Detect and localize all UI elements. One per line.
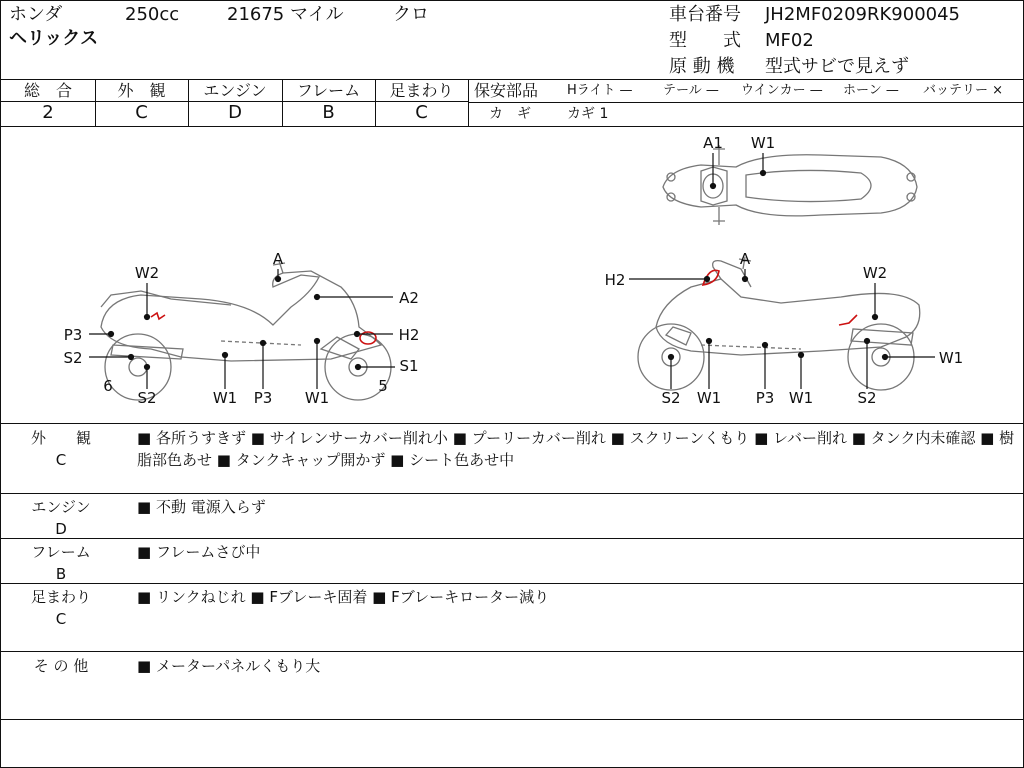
comment-frame: ■ フレームさび中 (137, 543, 261, 561)
safety-item-tail: テール — (663, 83, 719, 98)
comment-other: ■ メーターパネルくもり大 (137, 657, 321, 675)
label-left-p3-b: P3 (253, 389, 273, 407)
label-right-a: A (739, 250, 751, 268)
label-left-w1-a: W1 (212, 389, 238, 407)
label-left-a: A (272, 250, 284, 268)
comment-suspension: ■ リンクねじれ ■ Fブレーキ固着 ■ Fブレーキローター減り (137, 588, 550, 606)
comment-cat-other: そ の 他 (33, 657, 89, 675)
comment-cat-suspension: 足まわり C (30, 588, 91, 628)
safety-item-battery: バッテリー × (923, 83, 1004, 98)
mileage: 21675 マイル (227, 4, 344, 25)
grade-exterior-value: C (135, 102, 148, 123)
top-view-bike (663, 145, 917, 225)
type-value: MF02 (765, 30, 814, 51)
label-left-s2: S2 (137, 389, 157, 407)
label-right-s2-b: S2 (857, 389, 877, 407)
damage-marks (151, 270, 857, 344)
grade-exterior-label: 外 観 (117, 81, 166, 100)
label-left-5: 5 (378, 377, 388, 395)
grade-frame-value: B (322, 102, 335, 123)
comment-cat-frame: フレーム B (31, 543, 91, 583)
label-left-a2: A2 (399, 289, 419, 307)
safety-item-winker: ウインカー — (741, 83, 823, 98)
label-left-s1: S1 (399, 357, 419, 375)
engine-label: 原 動 機 (669, 56, 735, 77)
label-left-6: 6 (103, 377, 113, 395)
model-name: ヘリックス (9, 28, 99, 49)
key-label: カ ギ (489, 106, 531, 122)
grade-suspension-label: 足まわり (389, 81, 454, 100)
damage-diagram (1, 127, 1023, 423)
label-left-h2: H2 (398, 326, 420, 344)
maker: ホンダ (9, 4, 63, 25)
label-right-s2-a: S2 (661, 389, 681, 407)
grade-overall-label: 総 合 (23, 81, 72, 100)
label-left-w1-b: W1 (304, 389, 330, 407)
comment-cat-exterior: 外 観 C (30, 429, 91, 469)
frame-number-label: 車台番号 (669, 4, 741, 25)
grade-suspension-value: C (415, 102, 428, 123)
type-label: 型 式 (669, 30, 741, 51)
grade-engine-value: D (228, 102, 242, 123)
label-top-w1: W1 (750, 134, 776, 152)
comment-cat-engine: エンジン D (31, 498, 91, 538)
safety-item-headlight: Hライト — (567, 83, 633, 98)
frame-number: JH2MF0209RK900045 (765, 4, 961, 25)
safety-title: 保安部品 (474, 81, 539, 100)
label-right-w2: W2 (862, 264, 888, 282)
label-right-w1-a: W1 (696, 389, 722, 407)
label-top-a1: A1 (703, 134, 723, 152)
displacement: 250cc (125, 4, 180, 25)
label-right-p3: P3 (755, 389, 775, 407)
label-right-w1-rear: W1 (938, 349, 964, 367)
grade-frame-label: フレーム (296, 81, 361, 100)
safety-item-horn: ホーン — (843, 83, 899, 98)
engine-value: 型式サビで見えず (765, 56, 909, 77)
label-left-s2-front: S2 (63, 349, 83, 367)
label-left-p3: P3 (63, 326, 83, 344)
grade-engine-label: エンジン (203, 81, 267, 100)
grade-overall-value: 2 (42, 102, 54, 123)
label-right-h2: H2 (604, 271, 626, 289)
label-left-w2: W2 (134, 264, 160, 282)
comment-exterior: ■ 各所うすきず ■ サイレンサーカバー削れ小 ■ プーリーカバー削れ ■ スクリーンくもり ■ レバー削れ ■ タンク内未確認 ■ 樹脂部色あせ ■ タンクキャップ開かず ■ シート色あせ中 (137, 429, 1015, 469)
color: クロ (393, 4, 429, 25)
label-right-w1-b: W1 (788, 389, 814, 407)
comment-engine: ■ 不動 電源入らず (137, 498, 266, 516)
key-value: カギ 1 (567, 106, 609, 122)
